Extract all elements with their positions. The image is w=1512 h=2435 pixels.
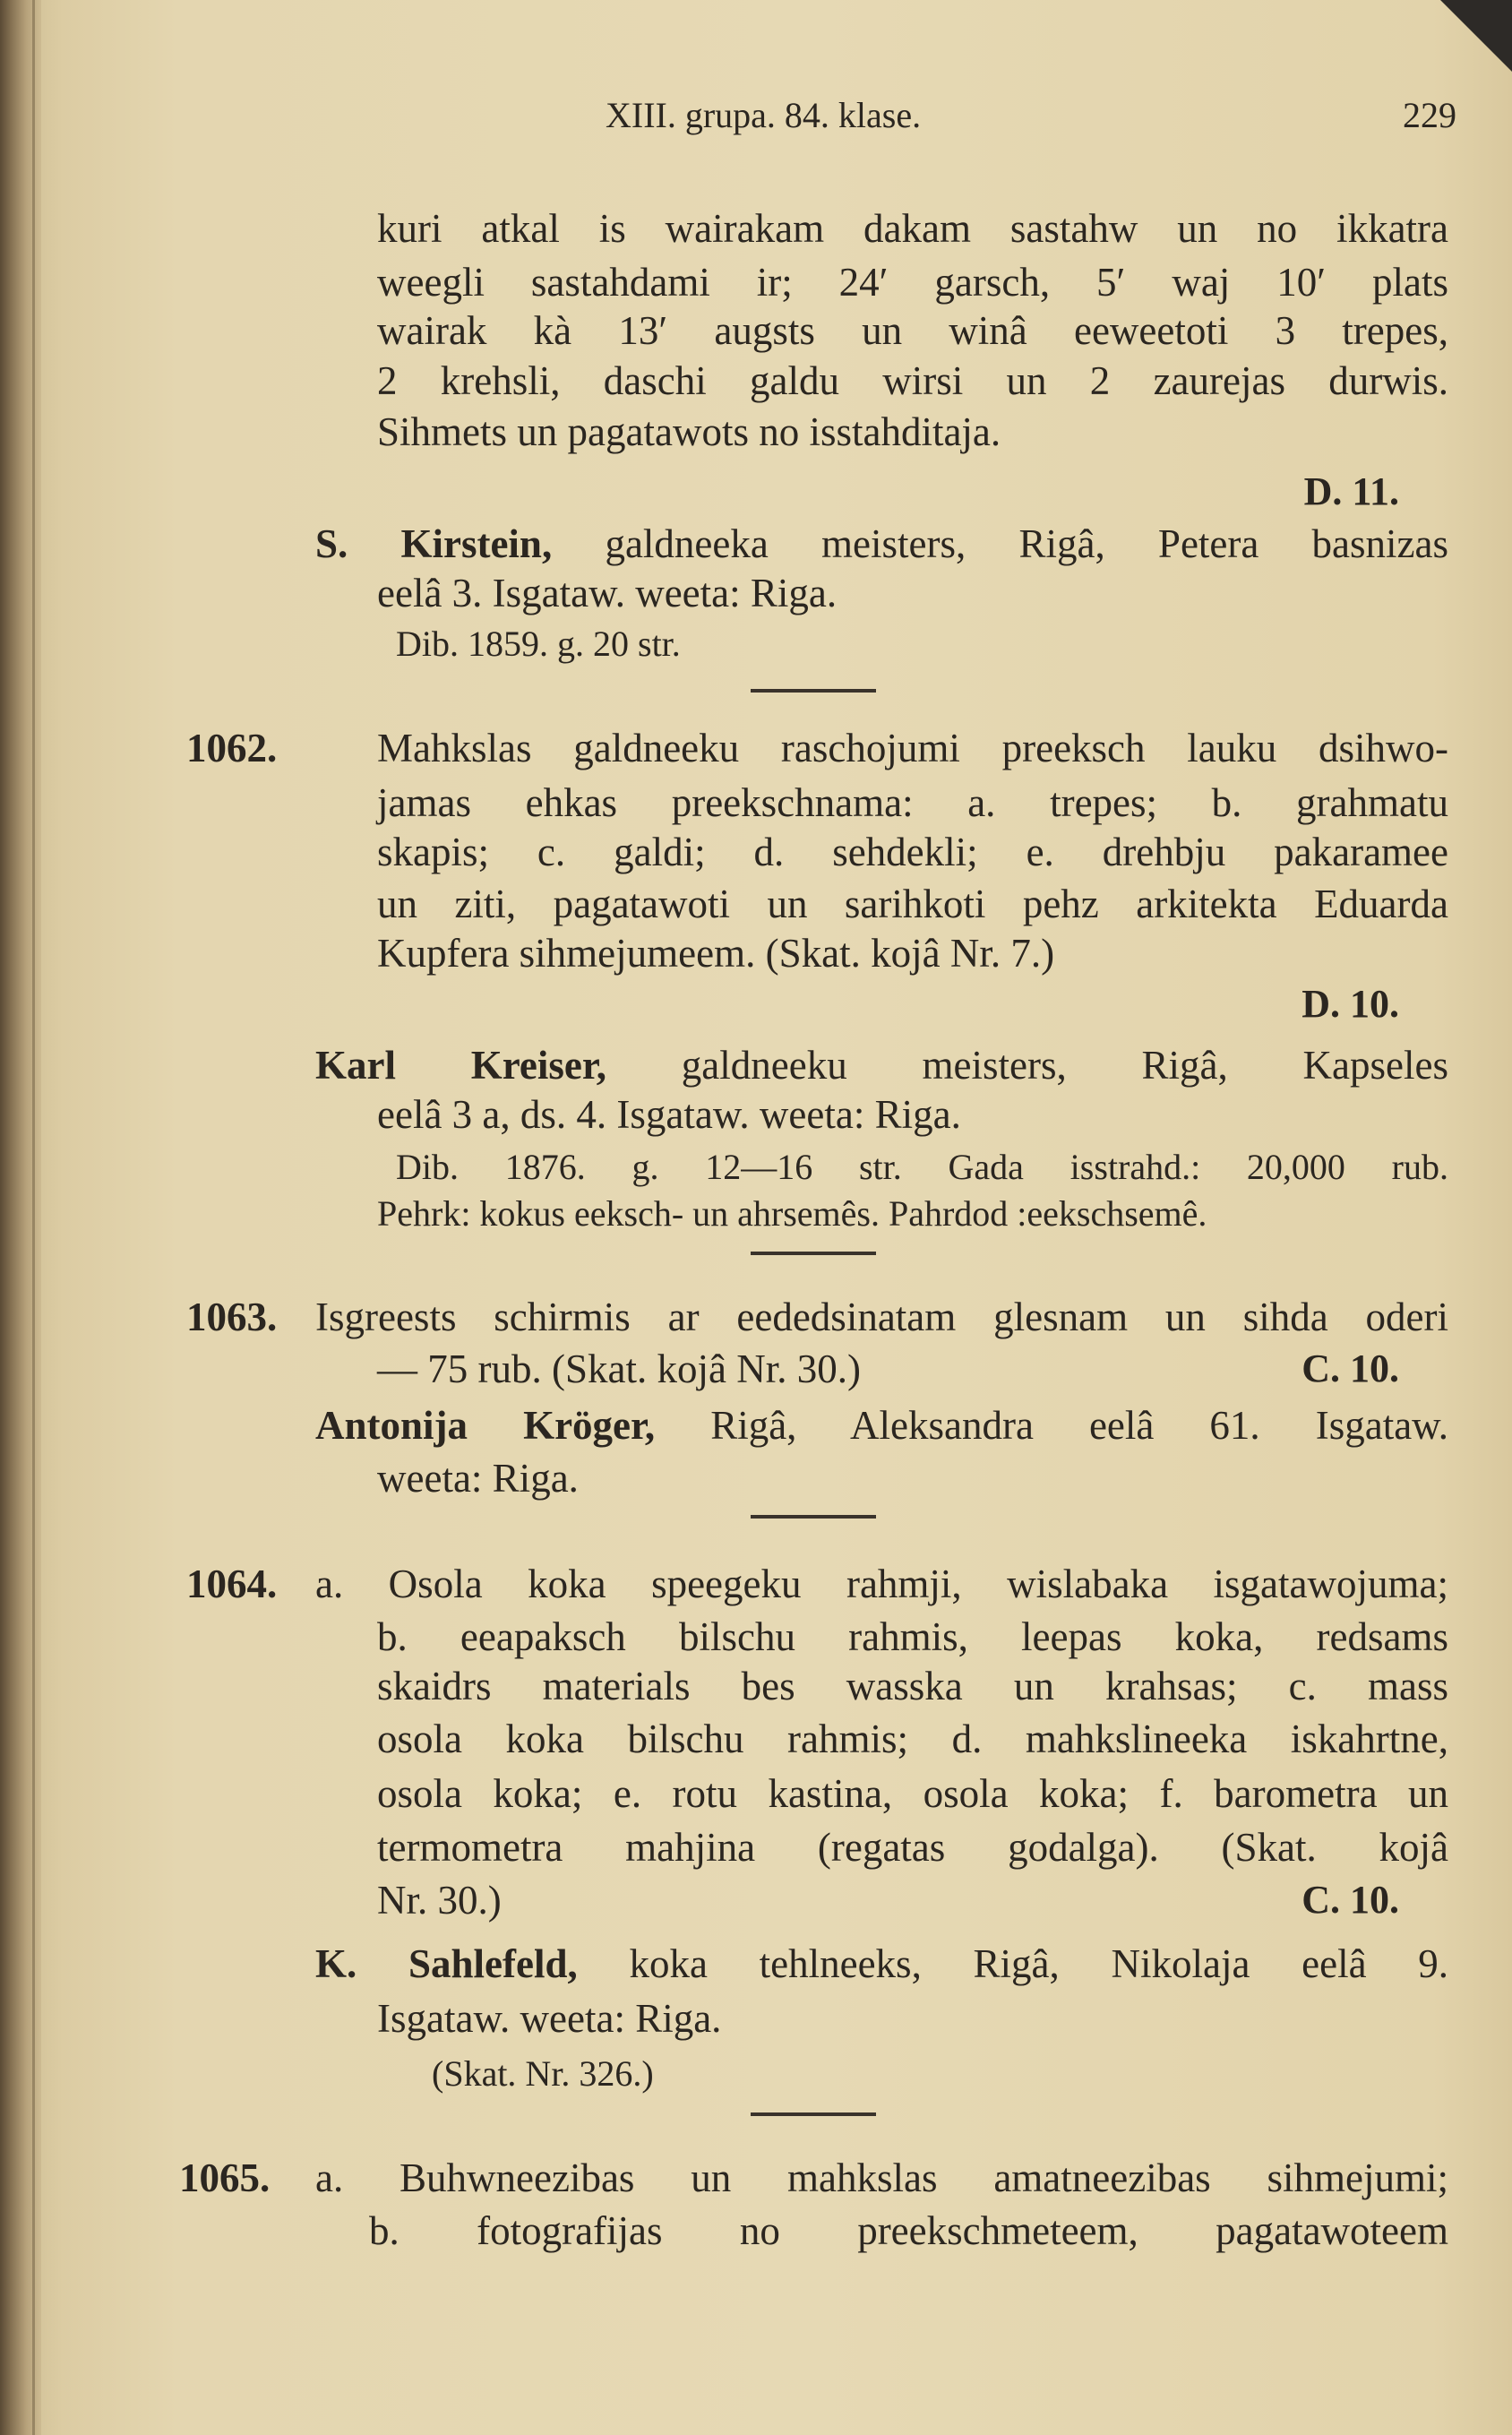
exhibitor-details: Dib. 1859. g. 20 str. [396, 624, 681, 664]
text-line: b. eeapaksch bilschu rahmis, leepas koka, redsams [377, 1614, 1448, 1659]
exhibitor-address: galdneeka meisters, Rigâ, Petera basnizas [605, 521, 1448, 566]
text-line: Kupfera sihmejumeem. (Skat. kojâ Nr. 7.) [377, 931, 1055, 976]
entry-number: 1065. [179, 2155, 271, 2200]
award-grade: D. 11. [1303, 469, 1399, 513]
text-line: skapis; c. galdi; d. sehdekli; e. drehbju pakaramee [377, 830, 1448, 874]
text-line: weegli sastahdami ir; 24′ garsch, 5′ waj 10′ plats [377, 260, 1448, 305]
separator-rule [751, 2112, 876, 2116]
text-line: skaidrs materials bes wasska un krahsas; c. mass [377, 1664, 1448, 1708]
entry-number: 1064. [186, 1562, 278, 1606]
exhibitor-line [315, 1400, 1448, 1450]
entry-number: 1062. [186, 726, 278, 770]
text-line: osola koka bilschu rahmis; d. mahkslineeka iskahrtne, [377, 1717, 1448, 1761]
text-line: Isgreests schirmis ar eededsinatam glesnam un sihda oderi [315, 1295, 1448, 1339]
text-line: osola koka; e. rotu kastina, osola koka; f. barometra un [377, 1771, 1448, 1816]
separator-rule [751, 1252, 876, 1255]
text-line: kuri atkal is wairakam dakam sastahw un no ikkatra [377, 206, 1448, 251]
award-grade: D. 10. [1302, 982, 1399, 1026]
text-line: b. fotografijas no preekschmeteem, pagatawoteem [369, 2208, 1448, 2253]
running-title: XIII. grupa. 84. klase. [606, 95, 922, 135]
text-line: — 75 rub. (Skat. kojâ Nr. 30.) [377, 1347, 861, 1391]
text-line: a. Buhwneezibas un mahkslas amatneezibas sihmejumi; [315, 2155, 1448, 2200]
exhibitor-name: S. Kirstein, [315, 521, 553, 566]
text-line: a. Osola koka speegeku rahmji, wislabaka isgatawojuma; [315, 1562, 1448, 1606]
exhibitor-line: weeta: Riga. [377, 1456, 579, 1501]
exhibitor-line: eelâ 3. Isgataw. weeta: Riga. [377, 571, 838, 615]
exhibitor-details: Dib. 1876. g. 12—16 str. Gada isstrahd.: 20,000 rub. [396, 1147, 1448, 1187]
exhibitor-address: Rigâ, Aleksandra eelâ 61. Isgataw. [710, 1403, 1449, 1448]
award-grade: C. 10. [1302, 1878, 1399, 1922]
text-line: jamas ehkas preekschnama: a. trepes; b. grahmatu [377, 780, 1448, 825]
exhibitor-name: K. Sahlefeld, [315, 1941, 578, 1986]
exhibitor-line: eelâ 3 a, ds. 4. Isgataw. weeta: Riga. [377, 1092, 961, 1137]
text-line: termometra mahjina (regatas godalga). (Skat. kojâ [377, 1825, 1448, 1870]
exhibitor-details: Pehrk: kokus eeksch- un ahrsemês. Pahrdod :eekschsemê. [377, 1193, 1207, 1234]
text-line: Sihmets un pagatawots no isstahditaja. [377, 409, 1001, 454]
exhibitor-details: (Skat. Nr. 326.) [432, 2053, 654, 2094]
text-line: un ziti, pagatawoti un sarihkoti pehz arkitekta Eduarda [377, 882, 1448, 926]
text-line: 2 krehsli, daschi galdu wirsi un 2 zaurejas durwis. [377, 358, 1448, 403]
exhibitor-line: Isgataw. weeta: Riga. [377, 1996, 722, 2041]
exhibitor-line [315, 519, 1448, 569]
exhibitor-address: koka tehlneeks, Rigâ, Nikolaja eelâ 9. [629, 1941, 1449, 1986]
text-line: wairak kà 13′ augsts un winâ eeweetoti 3 trepes, [377, 308, 1448, 353]
exhibitor-name: Antonija Kröger, [315, 1403, 656, 1448]
book-binding-edge [0, 0, 41, 2435]
exhibitor-name: Karl Kreiser, [315, 1043, 606, 1088]
binding-fold [32, 0, 35, 2435]
award-grade: C. 10. [1302, 1347, 1399, 1390]
exhibitor-address: galdneeku meisters, Rigâ, Kapseles [681, 1043, 1448, 1088]
text-line: Nr. 30.) [377, 1878, 502, 1923]
exhibitor-line [315, 1040, 1448, 1090]
page-corner [1440, 0, 1512, 72]
separator-rule [751, 689, 876, 693]
text-line: Mahkslas galdneeku raschojumi preeksch lauku dsihwo- [377, 726, 1448, 770]
entry-number: 1063. [186, 1295, 278, 1339]
page-number: 229 [1403, 95, 1456, 135]
exhibitor-line [315, 1939, 1448, 1989]
separator-rule [751, 1515, 876, 1519]
